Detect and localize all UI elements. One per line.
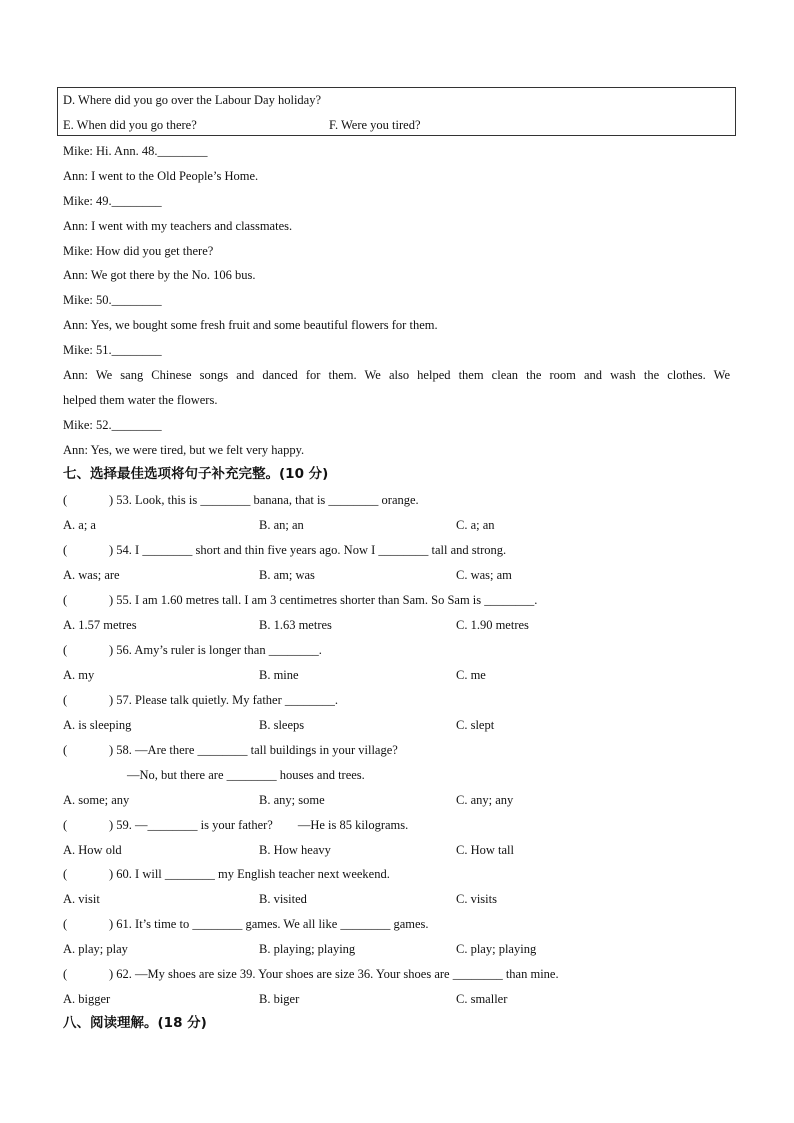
dialogue-line: Ann: Yes, we bought some fresh fruit and some beautiful flowers for them. bbox=[63, 318, 438, 332]
choice-a: A. was; are bbox=[63, 568, 120, 582]
choice-b: B. How heavy bbox=[259, 843, 331, 857]
question-58: ( ) 58. —Are there ________ tall buildings in your village? bbox=[63, 743, 398, 757]
dialogue-line: Ann: I went to the Old People’s Home. bbox=[63, 169, 259, 183]
choice-a: A. 1.57 metres bbox=[63, 618, 137, 632]
option-f: F. Were you tired? bbox=[329, 118, 421, 132]
option-e: E. When did you go there? bbox=[63, 118, 197, 132]
dialogue-line: helped them water the flowers. bbox=[63, 393, 218, 407]
question-54: ( ) 54. I ________ short and thin five years ago. Now I ________ tall and strong. bbox=[63, 543, 507, 557]
dialogue-line: Mike: 52.________ bbox=[63, 418, 162, 432]
choice-c: C. a; an bbox=[456, 518, 495, 532]
choice-b: B. playing; playing bbox=[259, 942, 356, 956]
answer-paren: ( bbox=[63, 543, 68, 557]
dialogue-line: Mike: 50.________ bbox=[63, 293, 162, 307]
dialogue-line: Mike: Hi. Ann. 48.________ bbox=[63, 144, 208, 158]
choice-b: B. biger bbox=[259, 992, 300, 1006]
choice-c: C. play; playing bbox=[456, 942, 537, 956]
answer-paren: ( bbox=[63, 867, 68, 881]
question-59: ( ) 59. —________ is your father? —He is 85 kilograms. bbox=[63, 818, 409, 832]
choice-a: A. bigger bbox=[63, 992, 111, 1006]
choice-a: A. some; any bbox=[63, 793, 130, 807]
choice-a: A. How old bbox=[63, 843, 122, 857]
choice-b: B. sleeps bbox=[259, 718, 305, 732]
choice-c: C. was; am bbox=[456, 568, 512, 582]
question-56: ( ) 56. Amy’s ruler is longer than ________. bbox=[63, 643, 322, 657]
choice-c: C. 1.90 metres bbox=[456, 618, 529, 632]
choice-b: B. visited bbox=[259, 892, 307, 906]
choice-b: B. mine bbox=[259, 668, 299, 682]
question-58-reply: —No, but there are ________ houses and trees. bbox=[127, 768, 365, 782]
answer-paren: ( bbox=[63, 593, 68, 607]
choice-b: B. 1.63 metres bbox=[259, 618, 332, 632]
answer-options-box bbox=[57, 87, 736, 136]
choice-a: A. visit bbox=[63, 892, 100, 906]
section-7-title: 七、选择最佳选项将句子补充完整。(10 分) bbox=[63, 466, 329, 482]
answer-paren: ( bbox=[63, 693, 68, 707]
choice-a: A. play; play bbox=[63, 942, 128, 956]
question-53: ( ) 53. Look, this is ________ banana, that is ________ orange. bbox=[63, 493, 419, 507]
dialogue-line: Ann: We got there by the No. 106 bus. bbox=[63, 268, 256, 282]
option-d: D. Where did you go over the Labour Day holiday? bbox=[63, 93, 322, 107]
choice-c: C. any; any bbox=[456, 793, 514, 807]
choice-b: B. an; an bbox=[259, 518, 304, 532]
dialogue-line: Ann: I went with my teachers and classmates. bbox=[63, 219, 293, 233]
choice-a: A. my bbox=[63, 668, 95, 682]
answer-paren: ( bbox=[63, 967, 68, 981]
answer-paren: ( bbox=[63, 743, 68, 757]
section-8-title: 八、阅读理解。(18 分) bbox=[63, 1015, 207, 1031]
question-57: ( ) 57. Please talk quietly. My father ________. bbox=[63, 693, 339, 707]
choice-c: C. me bbox=[456, 668, 486, 682]
question-62: ( ) 62. —My shoes are size 39. Your shoes are size 36. Your shoes are ________ than mine. bbox=[63, 967, 559, 981]
answer-paren: ( bbox=[63, 643, 68, 657]
choice-b: B. am; was bbox=[259, 568, 315, 582]
choice-c: C. slept bbox=[456, 718, 495, 732]
choice-c: C. smaller bbox=[456, 992, 508, 1006]
choice-c: C. visits bbox=[456, 892, 497, 906]
dialogue-line: Mike: How did you get there? bbox=[63, 244, 214, 258]
dialogue-line: Ann: Yes, we were tired, but we felt very happy. bbox=[63, 443, 305, 457]
answer-paren: ( bbox=[63, 493, 68, 507]
answer-paren: ( bbox=[63, 917, 68, 931]
question-55: ( ) 55. I am 1.60 metres tall. I am 3 centimetres shorter than Sam. So Sam is ________. bbox=[63, 593, 538, 607]
question-61: ( ) 61. It’s time to ________ games. We all like ________ games. bbox=[63, 917, 429, 931]
choice-b: B. any; some bbox=[259, 793, 325, 807]
question-60: ( ) 60. I will ________ my English teacher next weekend. bbox=[63, 867, 390, 881]
dialogue-line: Mike: 49.________ bbox=[63, 194, 162, 208]
dialogue-line: Ann: We sang Chinese songs and danced for them. We also helped them clean the room and wash the clothes. We bbox=[63, 368, 730, 382]
answer-paren: ( bbox=[63, 818, 68, 832]
dialogue-line: Mike: 51.________ bbox=[63, 343, 162, 357]
choice-c: C. How tall bbox=[456, 843, 514, 857]
choice-a: A. a; a bbox=[63, 518, 96, 532]
choice-a: A. is sleeping bbox=[63, 718, 132, 732]
